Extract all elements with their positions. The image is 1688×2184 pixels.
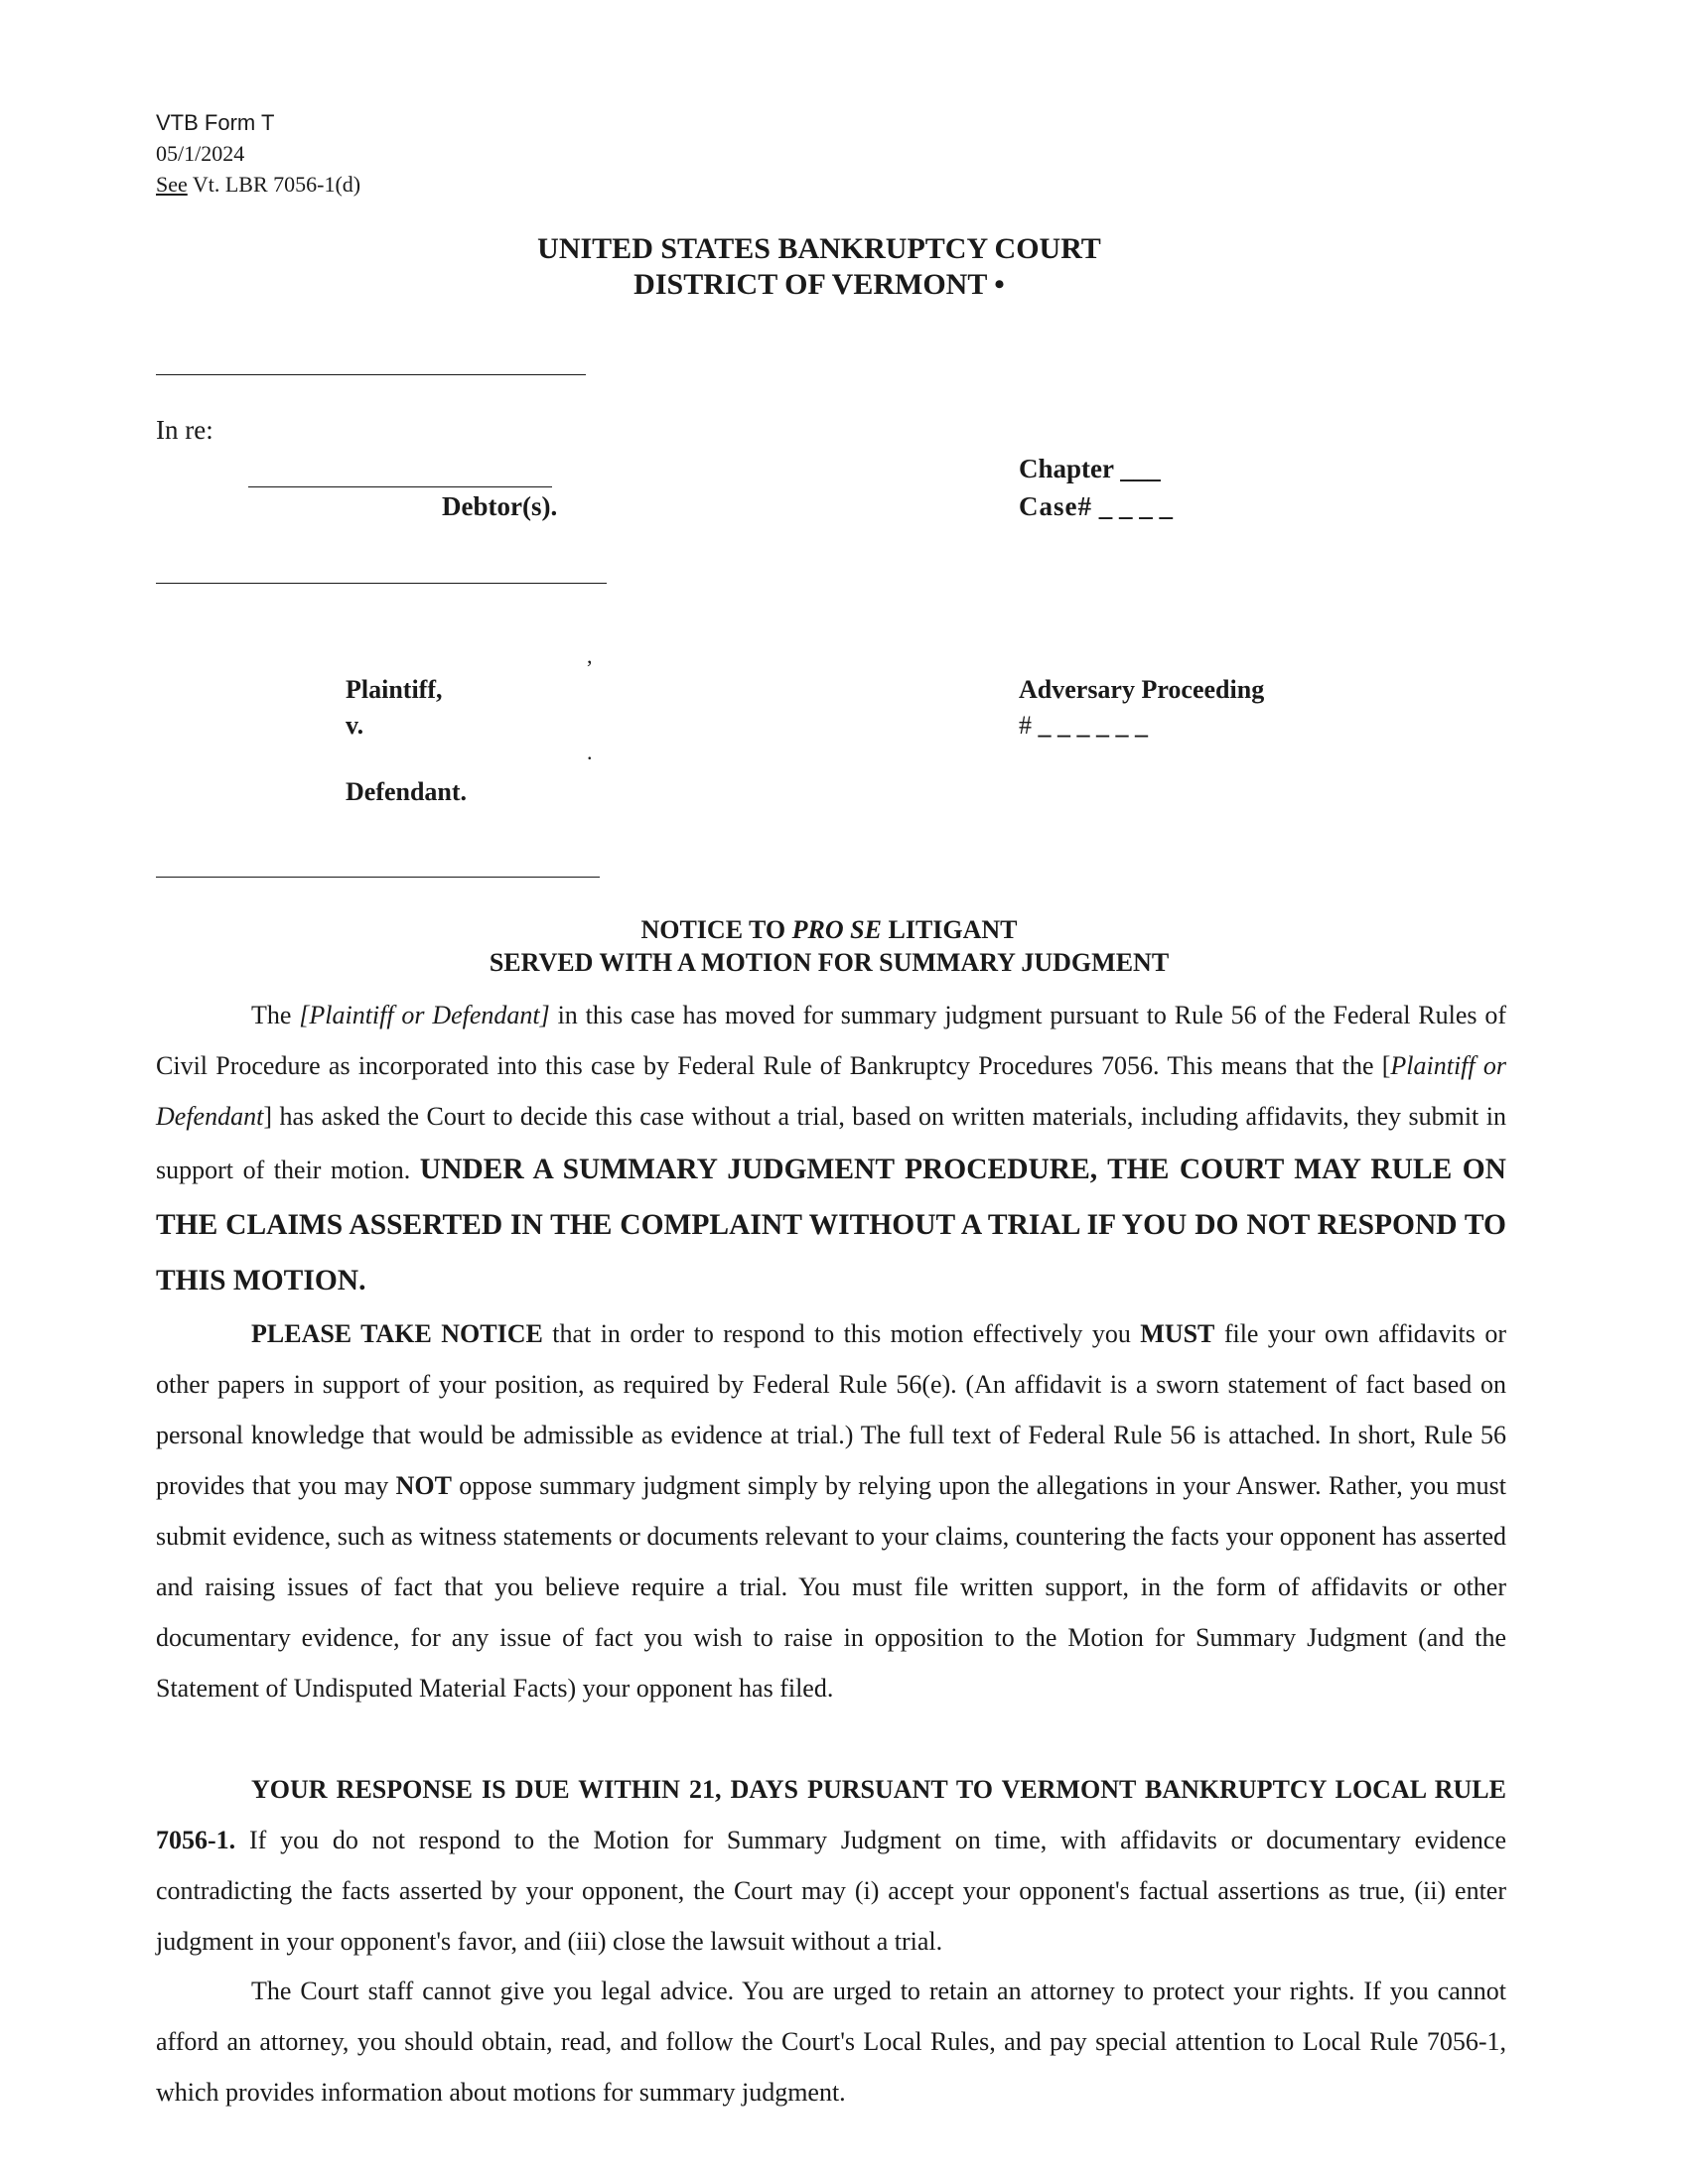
in-re-label: In re: <box>156 415 213 445</box>
rule-reference <box>156 169 360 200</box>
caption-rule-bottom <box>156 877 600 878</box>
adversary-hash: # <box>1019 711 1032 740</box>
paragraph-response-due: YOUR RESPONSE IS DUE WITHIN 21, DAYS PURSUANT TO VERMONT BANKRUPTCY LOCAL RULE 7056-1. If you do not respond to the Motion for Summary Judgment on time, with affidavits or documentary evidence contradicting the facts asserted by your opponent, the Court may (i) accept your opponent's factual assertions as true, (ii) enter judgment in your opponent's favor, and (iii) close the lawsuit without a trial. <box>156 1775 1506 1956</box>
pro-se-term: PRO SE <box>791 915 882 944</box>
paragraph-legal-advice: The Court staff cannot give you legal advice. You are urged to retain an attorney to protect your rights. If you cannot afford an attorney, you should obtain, read, and follow the Court's Local Rules, and pay special attention to Local Rule 7056-1, which provides information about motions for summary judgment. <box>156 1977 1506 2107</box>
debtor-name-line <box>248 486 552 487</box>
defendant-label: Defendant. <box>346 777 468 806</box>
caption-rule-top <box>156 374 586 375</box>
notice-title-line1: NOTICE TO PRO SE LITIGANT <box>640 915 1018 944</box>
adversary-number-field <box>1019 711 1148 741</box>
case-blank: _ _ _ _ <box>1098 491 1173 521</box>
party-placeholder-2: Plaintiff or Defendant <box>156 1051 1506 1131</box>
case-number-field <box>1019 491 1173 522</box>
court-district: DISTRICT OF VERMONT • <box>633 268 1005 301</box>
adversary-proceeding-label: Adversary Proceeding <box>1019 675 1265 704</box>
chapter-label: Chapter <box>1019 454 1114 483</box>
response-deadline: YOUR RESPONSE IS DUE WITHIN 21, DAYS PURSUANT TO VERMONT BANKRUPTCY LOCAL RULE 7056-1. <box>156 1775 1506 1854</box>
paragraph-please-take-notice: PLEASE TAKE NOTICE that in order to respond to this motion effectively you MUST file your own affidavits or other papers in support of your position, as required by Federal Rule 56(e). (An affidavit is a sworn statement of fact based on personal knowledge that would be admissible as evidence at trial.) The full text of Federal Rule 56 is attached. In short, Rule 56 provides that you may NOT oppose summary judgment simply by relying upon the allegations in your Answer. Rather, you must submit evidence, such as witness statements or documents relevant to your claims, countering the facts your opponent has asserted and raising issues of fact that you believe require a trial. You must file written support, in the form of affidavits or other documentary evidence, for any issue of fact you wish to raise in opposition to the Motion for Summary Judgment (and the Statement of Undisputed Material Facts) your opponent has filed. <box>156 1319 1506 1703</box>
form-date: 05/1/2024 <box>156 141 245 166</box>
caption-rule-middle <box>156 583 607 584</box>
adversary-blank: _ _ _ _ _ _ <box>1038 711 1148 740</box>
chapter-blank: ___ <box>1120 454 1161 483</box>
chapter-field <box>1019 454 1161 484</box>
party-placeholder: [Plaintiff or Defendant] <box>299 1001 550 1029</box>
caption-period: . <box>587 740 593 764</box>
plaintiff-label: Plaintiff, <box>346 675 443 704</box>
paragraph-motion-filed: The [Plaintiff or Defendant] in this case has moved for summary judgment pursuant to Rule 56 of the Federal Rules of Civil Procedure as incorporated into this case by Federal Rule of Bankruptcy Procedures 7056. This means that the [Plaintiff or Defendant] has asked the Court to decide this case without a trial, based on written materials, including affidavits, they submit in support of their motion. UNDER A SUMMARY JUDGMENT PROCEDURE, THE COURT MAY RULE ON THE CLAIMS ASSERTED IN THE COMPLAINT WITHOUT A TRIAL IF YOU DO NOT RESPOND TO THIS MOTION. <box>156 1001 1507 1297</box>
summary-judgment-warning: UNDER A SUMMARY JUDGMENT PROCEDURE, THE COURT MAY RULE ON THE CLAIMS ASSERTED IN THE COMPLAINT WITHOUT A TRIAL IF YOU DO NOT RESPOND TO THIS MOTION. <box>156 1154 1506 1297</box>
court-name: UNITED STATES BANKRUPTCY COURT <box>537 232 1101 265</box>
form-id: VTB Form T <box>156 110 275 135</box>
notice-title-line2: SERVED WITH A MOTION FOR SUMMARY JUDGMENT <box>489 948 1170 977</box>
caption-comma: , <box>587 643 593 668</box>
rule-ref-text: Vt. LBR 7056-1(d) <box>187 172 361 197</box>
debtors-label: Debtor(s). <box>442 491 558 521</box>
see-signal: See <box>156 172 188 197</box>
versus-label: v. <box>346 711 364 740</box>
case-label: Case# <box>1019 491 1092 521</box>
